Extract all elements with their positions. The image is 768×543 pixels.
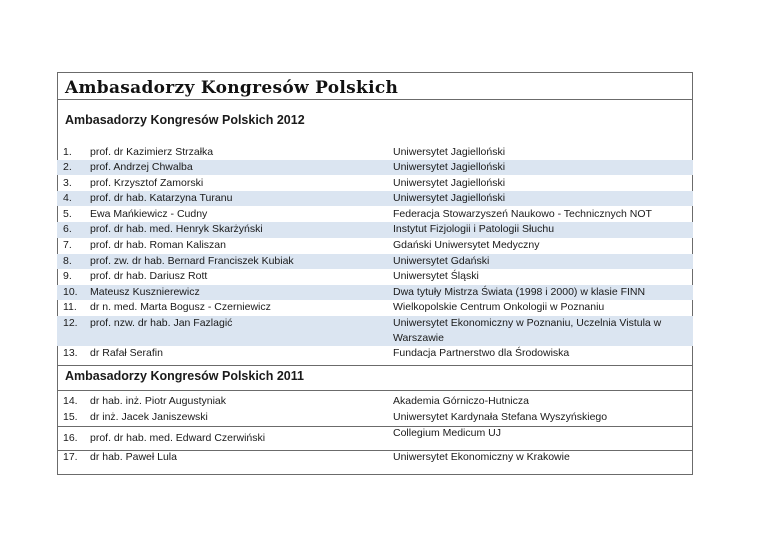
institution: Wielkopolskie Centrum Onkologii w Poznaniu	[393, 301, 605, 313]
table-row	[57, 207, 693, 222]
ambassador-name: prof. dr hab. med. Henryk Skarżyński	[90, 223, 263, 235]
table-row	[57, 426, 693, 450]
table-row	[57, 346, 693, 362]
row-number: 5.	[63, 208, 72, 220]
table-row	[57, 316, 693, 346]
divider	[57, 390, 693, 391]
row-number: 10.	[63, 286, 78, 298]
ambassador-name: dr hab. Paweł Lula	[90, 451, 177, 463]
row-number: 16.	[63, 432, 78, 444]
row-number: 9.	[63, 270, 72, 282]
row-number: 15.	[63, 411, 78, 423]
institution: Instytut Fizjologii i Patologii Słuchu	[393, 223, 555, 235]
row-number: 1.	[63, 146, 72, 158]
table-row	[57, 300, 693, 316]
institution: Fundacja Partnerstwo dla Środowiska	[393, 347, 570, 359]
institution: Uniwersytet Jagielloński	[393, 161, 506, 173]
row-number: 17.	[63, 451, 78, 463]
institution: Dwa tytuły Mistrza Świata (1998 i 2000) w klasie FINN	[393, 286, 646, 298]
table-row	[57, 160, 693, 175]
table-row	[57, 285, 693, 300]
row-number: 13.	[63, 347, 78, 359]
table-row	[57, 254, 693, 269]
ambassador-name: Mateusz Kusznierewicz	[90, 286, 200, 298]
ambassador-name: prof. dr hab. Katarzyna Turanu	[90, 192, 233, 204]
table-row	[57, 410, 693, 426]
row-number: 2.	[63, 161, 72, 173]
main-title: Ambasadorzy Kongresów Polskich	[65, 78, 399, 98]
row-number: 12.	[63, 317, 78, 329]
row-number: 11.	[63, 301, 77, 313]
ambassador-name: dr inż. Jacek Janiszewski	[90, 411, 208, 423]
ambassador-name: prof. dr hab. med. Edward Czerwiński	[90, 432, 266, 444]
section-title-2012: Ambasadorzy Kongresów Polskich 2012	[65, 113, 305, 127]
table-row	[57, 238, 693, 254]
institution: Uniwersytet Ekonomiczny w Krakowie	[393, 451, 570, 463]
institution: Uniwersytet Kardynała Stefana Wyszyńskiego	[393, 411, 608, 423]
table-row	[57, 394, 693, 409]
row-number: 7.	[63, 239, 72, 251]
ambassador-name: prof. nzw. dr hab. Jan Fazlagić	[90, 317, 233, 329]
ambassador-name: prof. zw. dr hab. Bernard Franciszek Kubiak	[90, 255, 294, 267]
table-row	[57, 222, 693, 238]
ambassador-name: Ewa Mańkiewicz - Cudny	[90, 208, 208, 220]
ambassador-name: prof. dr hab. Dariusz Rott	[90, 270, 208, 282]
institution: Uniwersytet Jagielloński	[393, 146, 506, 158]
institution: Uniwersytet Ekonomiczny w Poznaniu, Uczelnia Vistula w Warszawie	[393, 317, 662, 344]
institution: Uniwersytet Śląski	[393, 270, 479, 282]
ambassador-name: dr n. med. Marta Bogusz - Czerniewicz	[90, 301, 271, 313]
row-number: 14.	[63, 395, 78, 407]
ambassador-name: prof. Krzysztof Zamorski	[90, 177, 204, 189]
row-number: 8.	[63, 255, 72, 267]
divider	[57, 365, 693, 366]
divider	[57, 450, 693, 451]
ambassador-name: dr Rafał Serafin	[90, 347, 163, 359]
row-number: 6.	[63, 223, 72, 235]
row-number: 4.	[63, 192, 72, 204]
table-row	[57, 269, 693, 285]
institution: Uniwersytet Gdański	[393, 255, 490, 267]
ambassador-name: prof. dr Kazimierz Strzałka	[90, 146, 214, 158]
institution: Federacja Stowarzyszeń Naukowo - Technicznych NOT	[393, 208, 652, 220]
section-title-2011: Ambasadorzy Kongresów Polskich 2011	[65, 369, 304, 383]
institution: Uniwersytet Jagielloński	[393, 192, 506, 204]
table-row	[57, 176, 693, 191]
institution: Gdański Uniwersytet Medyczny	[393, 239, 540, 251]
institution: Collegium Medicum UJ	[393, 427, 501, 439]
table-row	[57, 450, 693, 468]
table-row	[57, 191, 693, 206]
divider	[57, 99, 693, 100]
table-row	[57, 145, 693, 160]
institution: Uniwersytet Jagielloński	[393, 177, 506, 189]
ambassador-name: dr hab. inż. Piotr Augustyniak	[90, 395, 226, 407]
ambassador-name: prof. dr hab. Roman Kaliszan	[90, 239, 226, 251]
institution: Akademia Górniczo-Hutnicza	[393, 395, 529, 407]
divider	[57, 426, 693, 427]
row-number: 3.	[63, 177, 72, 189]
ambassador-name: prof. Andrzej Chwalba	[90, 161, 193, 173]
